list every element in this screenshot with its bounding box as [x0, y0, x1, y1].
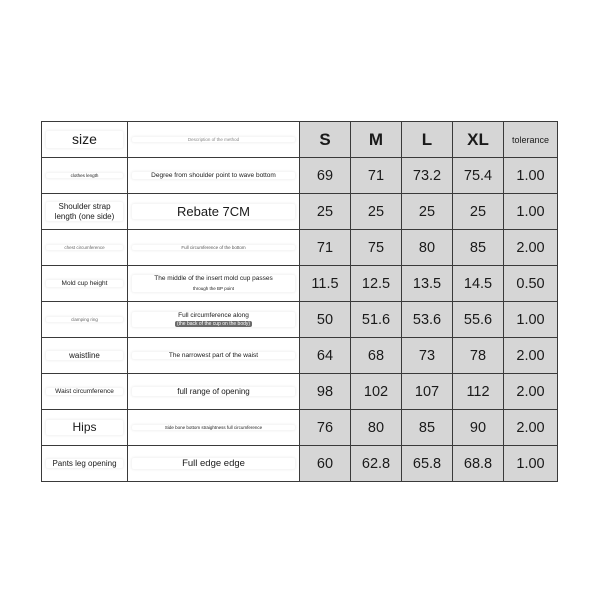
row-name: Mold cup height: [46, 280, 123, 288]
row-desc-cell: [128, 302, 300, 338]
row-desc: Side bone bottom straightness full circumference: [132, 425, 295, 430]
value-xl: 85: [453, 230, 504, 266]
value-xl: 75.4: [453, 158, 504, 194]
header-size-l: L: [402, 122, 453, 158]
row-desc-cell: [128, 446, 300, 482]
row-desc-cell: [128, 338, 300, 374]
value-l: 25: [402, 194, 453, 230]
tolerance-value: 2.00: [504, 230, 558, 266]
tolerance-value: 2.00: [504, 410, 558, 446]
value-xl: 78: [453, 338, 504, 374]
tolerance-value: 0.50: [504, 266, 558, 302]
row-name: chest circumference: [46, 245, 123, 250]
table-row: [42, 266, 558, 302]
value-xl: 55.6: [453, 302, 504, 338]
value-s: 76: [300, 410, 351, 446]
header-tolerance: tolerance: [504, 122, 558, 158]
row-name: Hips: [46, 420, 123, 434]
value-s: 64: [300, 338, 351, 374]
header-size-xl: XL: [453, 122, 504, 158]
row-name-cell: [42, 410, 128, 446]
row-name-cell: [42, 302, 128, 338]
row-desc-cell: [128, 266, 300, 302]
table-row: [42, 410, 558, 446]
header-size-m: M: [351, 122, 402, 158]
row-name: waistline: [46, 351, 123, 361]
row-desc: Full edge edge: [132, 458, 295, 469]
row-desc: Full circumference of the bottom: [132, 245, 295, 250]
value-l: 73: [402, 338, 453, 374]
row-desc-line2: (the back of the cup on the body): [176, 321, 251, 328]
row-desc-cell: [128, 374, 300, 410]
value-l: 53.6: [402, 302, 453, 338]
value-xl: 90: [453, 410, 504, 446]
tolerance-value: 1.00: [504, 302, 558, 338]
value-l: 65.8: [402, 446, 453, 482]
row-desc: Degree from shoulder point to wave bottom: [132, 172, 295, 180]
value-xl: 14.5: [453, 266, 504, 302]
row-name: Pants leg opening: [46, 459, 123, 469]
value-m: 68: [351, 338, 402, 374]
value-s: 25: [300, 194, 351, 230]
row-desc-cell: [128, 194, 300, 230]
value-m: 25: [351, 194, 402, 230]
table-row: [42, 374, 558, 410]
row-desc: Full circumference along: [178, 311, 249, 319]
value-l: 80: [402, 230, 453, 266]
table-row: [42, 158, 558, 194]
value-m: 71: [351, 158, 402, 194]
header-size-cell: [42, 122, 128, 158]
value-m: 80: [351, 410, 402, 446]
value-s: 60: [300, 446, 351, 482]
row-name-cell: [42, 446, 128, 482]
table-row: [42, 446, 558, 482]
row-desc: The middle of the insert mold cup passes: [154, 275, 273, 283]
value-m: 12.5: [351, 266, 402, 302]
table-row: [42, 194, 558, 230]
value-l: 107: [402, 374, 453, 410]
value-xl: 25: [453, 194, 504, 230]
row-desc-cell: [128, 158, 300, 194]
value-m: 75: [351, 230, 402, 266]
row-desc-cell: [128, 230, 300, 266]
value-m: 102: [351, 374, 402, 410]
row-desc: The narrowest part of the waist: [132, 352, 295, 360]
row-name-cell: [42, 374, 128, 410]
tolerance-value: 1.00: [504, 446, 558, 482]
value-s: 71: [300, 230, 351, 266]
value-s: 50: [300, 302, 351, 338]
row-desc: Rebate 7CM: [132, 204, 295, 220]
header-row: [42, 122, 558, 158]
value-xl: 68.8: [453, 446, 504, 482]
row-name-cell: [42, 230, 128, 266]
size-chart: [41, 121, 558, 482]
row-desc-line2: through the BP point: [193, 286, 234, 292]
value-l: 73.2: [402, 158, 453, 194]
row-name: Waist circumference: [46, 388, 123, 396]
header-size-label: size: [46, 131, 123, 148]
row-name-cell: [42, 338, 128, 374]
value-xl: 112: [453, 374, 504, 410]
tolerance-value: 2.00: [504, 338, 558, 374]
row-name: Shoulder strap length (one side): [46, 202, 123, 221]
tolerance-value: 2.00: [504, 374, 558, 410]
value-m: 62.8: [351, 446, 402, 482]
tolerance-value: 1.00: [504, 158, 558, 194]
tolerance-value: 1.00: [504, 194, 558, 230]
row-desc-cell: [128, 410, 300, 446]
value-s: 98: [300, 374, 351, 410]
row-name-cell: [42, 266, 128, 302]
table-row: [42, 338, 558, 374]
value-l: 85: [402, 410, 453, 446]
table-row: [42, 302, 558, 338]
table-row: [42, 230, 558, 266]
row-name: clothes length: [46, 173, 123, 178]
row-name: clamping ring: [46, 317, 123, 322]
header-desc-cell: [128, 122, 300, 158]
header-desc-label: Description of the method: [132, 137, 295, 142]
header-size-s: S: [300, 122, 351, 158]
value-s: 11.5: [300, 266, 351, 302]
value-m: 51.6: [351, 302, 402, 338]
row-name-cell: [42, 194, 128, 230]
size-table: [41, 121, 558, 482]
value-l: 13.5: [402, 266, 453, 302]
row-name-cell: [42, 158, 128, 194]
row-desc: full range of opening: [132, 387, 295, 397]
value-s: 69: [300, 158, 351, 194]
